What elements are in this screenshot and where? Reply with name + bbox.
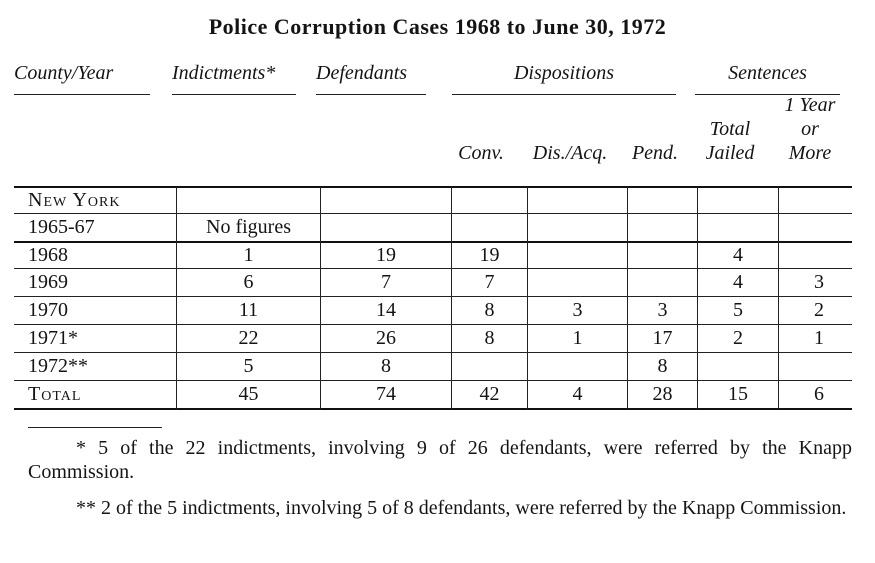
header-underline <box>14 94 150 95</box>
header-underline <box>316 94 426 95</box>
subheader-one-year-line3: More <box>788 142 832 164</box>
table-title: Police Corruption Cases 1968 to June 30, 1972 <box>208 14 667 39</box>
row-label: 1970 <box>28 299 68 321</box>
cell-indictments: 5 <box>243 355 254 377</box>
cell-indictments: 6 <box>243 271 254 293</box>
cell-one-year-more: 1 <box>814 327 824 349</box>
header-sentences: Sentences <box>728 62 807 84</box>
cell-conv: 8 <box>484 327 495 349</box>
row-label: 1971* <box>28 327 78 349</box>
cell-conv: 7 <box>484 271 495 293</box>
cell-total-jailed: 2 <box>733 327 743 349</box>
cell-defendants: 7 <box>381 271 391 293</box>
header-indictments: Indictments* <box>172 62 276 84</box>
row-label-total: Total <box>28 383 82 405</box>
cell-total-jailed: 5 <box>733 299 743 321</box>
subheader-total-jailed-line2: Jailed <box>705 142 755 164</box>
cell-indictments: No figures <box>206 216 291 238</box>
cell-defendants: 14 <box>376 299 396 321</box>
row-rule <box>14 213 852 214</box>
cell-dis-acq-total: 4 <box>572 383 583 405</box>
cell-indictments: 22 <box>238 327 259 349</box>
cell-dis-acq: 3 <box>572 299 583 321</box>
header-underline <box>452 94 676 95</box>
cell-total-jailed: 4 <box>733 271 743 293</box>
table-bottom-rule <box>14 408 852 410</box>
cell-conv-total: 42 <box>479 383 500 405</box>
table-top-rule <box>14 186 852 188</box>
row-label: 1969 <box>28 271 68 293</box>
cell-total-jailed-total: 15 <box>728 383 748 405</box>
cell-defendants-total: 74 <box>376 383 396 405</box>
header-dispositions: Dispositions <box>513 62 615 84</box>
footnote-rule <box>28 427 162 428</box>
cell-total-jailed: 4 <box>733 244 743 266</box>
subheader-conv: Conv. <box>458 142 504 164</box>
cell-defendants: 8 <box>381 355 391 377</box>
cell-one-year-more-total: 6 <box>814 383 824 405</box>
cell-indictments: 11 <box>238 299 259 321</box>
cell-pend-total: 28 <box>652 383 673 405</box>
cell-defendants: 19 <box>376 244 396 266</box>
header-underline <box>172 94 296 95</box>
cell-dis-acq: 1 <box>572 327 583 349</box>
cell-conv: 8 <box>484 299 495 321</box>
subheader-pend: Pend. <box>631 142 679 164</box>
subheader-dis-acq: Dis./Acq. <box>532 142 608 164</box>
footnote-1: * 5 of the 22 indictments, involving 9 of 26 defendants, were referred by the Knapp Commission. <box>28 437 852 483</box>
subheader-one-year-line1: 1 Year <box>784 94 836 116</box>
cell-conv: 19 <box>479 244 500 266</box>
footnote-2: ** 2 of the 5 indictments, involving 5 of 8 defendants, were referred by the Knapp Commission. <box>76 497 847 519</box>
subheader-one-year-line2: or <box>801 118 819 140</box>
cell-one-year-more: 3 <box>814 271 824 293</box>
row-label: 1968 <box>28 244 68 266</box>
cell-one-year-more: 2 <box>814 299 824 321</box>
header-defendants: Defendants <box>316 62 408 84</box>
cell-defendants: 26 <box>376 327 396 349</box>
subheader-total-jailed-line1: Total <box>709 118 751 140</box>
cell-indictments-total: 45 <box>238 383 259 405</box>
row-label-county: New York <box>28 189 121 211</box>
row-label: 1972** <box>28 355 88 377</box>
row-label: 1965-67 <box>28 216 95 238</box>
cell-pend: 8 <box>657 355 668 377</box>
header-county-year: County/Year <box>14 62 114 84</box>
cell-indictments: 1 <box>243 244 254 266</box>
cell-pend: 3 <box>657 299 668 321</box>
cell-pend: 17 <box>652 327 673 349</box>
